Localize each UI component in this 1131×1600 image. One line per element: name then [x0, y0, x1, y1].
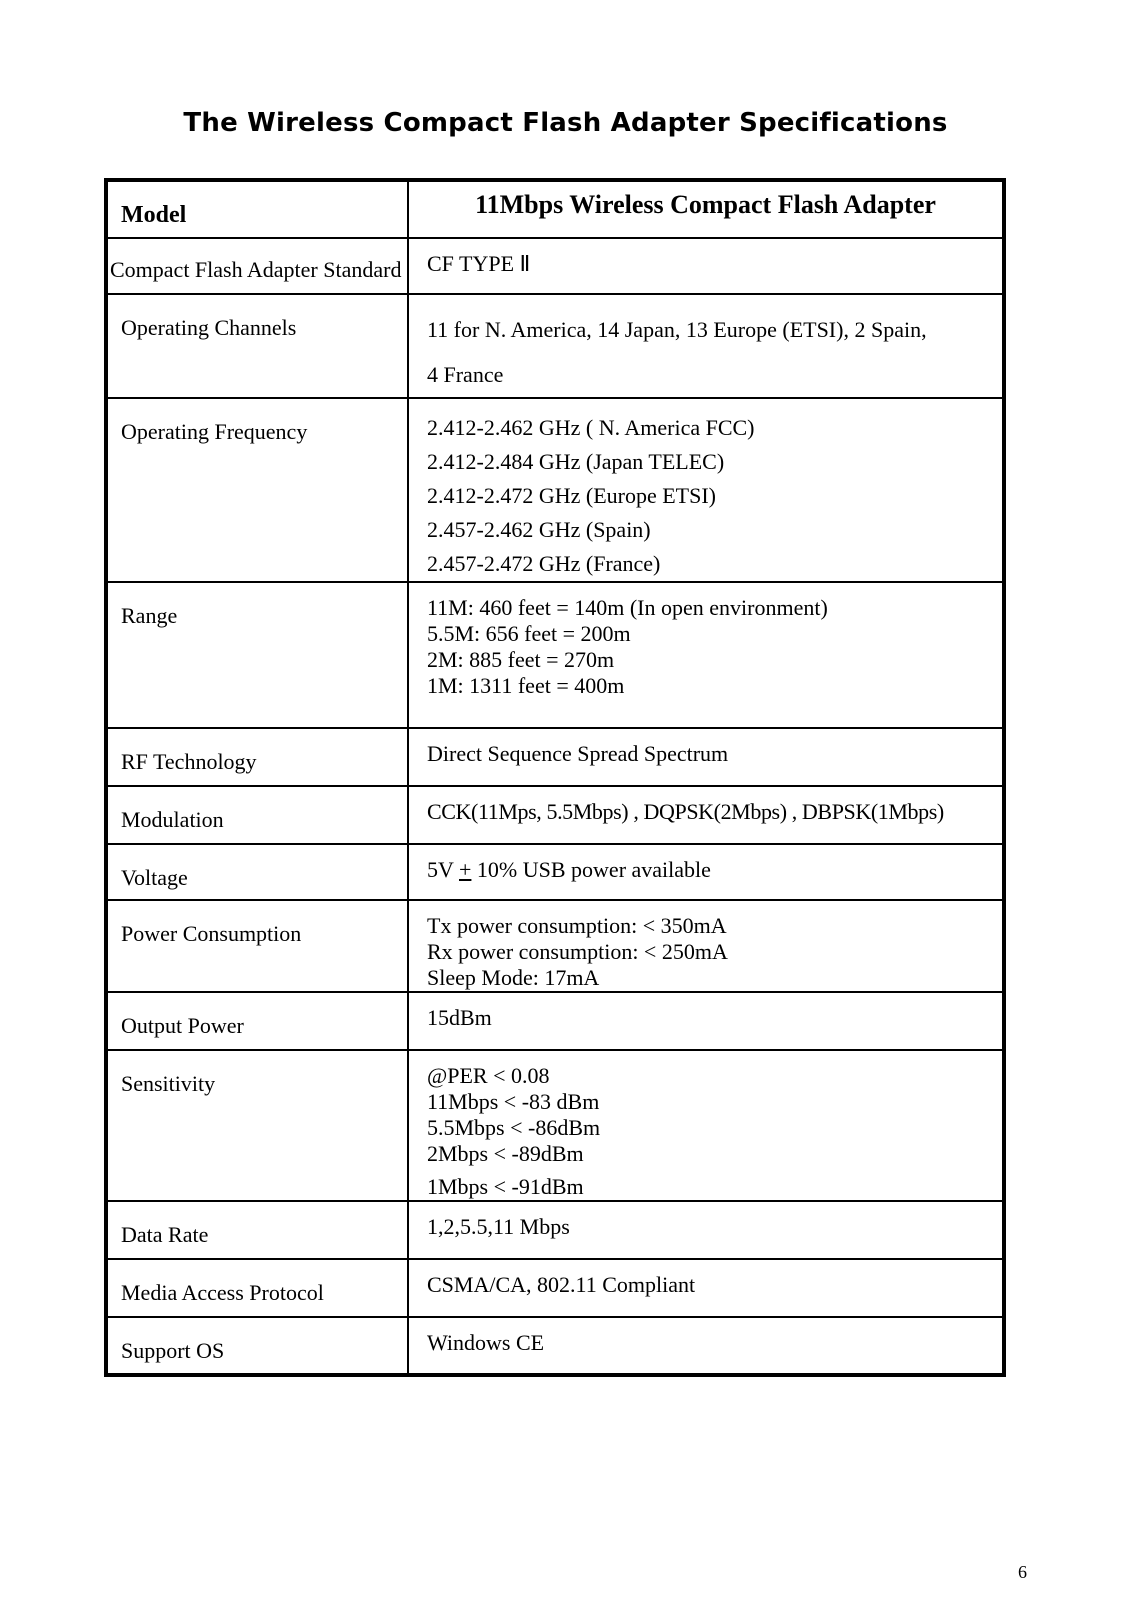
page-title: The Wireless Compact Flash Adapter Specifications [183, 108, 948, 138]
channels-line: 11 for N. America, 14 Japan, 13 Europe (ETSI), 2 Spain, [427, 317, 927, 342]
row-value [408, 1050, 1004, 1201]
header-value: 11Mbps Wireless Compact Flash Adapter [408, 180, 1004, 238]
output-power-value: 15dBm [427, 1005, 492, 1030]
rf-technology-value: Direct Sequence Spread Spectrum [427, 741, 729, 766]
spec-table [104, 178, 1006, 1377]
sensitivity-line: 5.5Mbps < -86dBm [427, 1115, 601, 1140]
row-value [408, 294, 1004, 398]
voltage-value [427, 857, 1002, 883]
frequency-line: 2.412-2.462 GHz ( N. America FCC) [427, 415, 755, 440]
frequency-line: 2.412-2.484 GHz (Japan TELEC) [427, 449, 725, 474]
row-sensitivity [106, 1050, 1004, 1201]
mac-value: CSMA/CA, 802.11 Compliant [427, 1272, 696, 1297]
power-line: Sleep Mode: 17mA [427, 965, 600, 990]
row-output-power [106, 992, 1004, 1050]
row-label [106, 238, 408, 294]
row-value [408, 844, 1004, 900]
standard-value: CF TYPE Ⅱ [427, 251, 531, 276]
row-value [408, 582, 1004, 728]
channels-label: Operating Channels [106, 294, 408, 398]
row-frequency [106, 398, 1004, 582]
header-label: Model [106, 180, 408, 238]
row-rf-technology [106, 728, 1004, 786]
row-data-rate [106, 1201, 1004, 1259]
power-line: Rx power consumption: < 250mA [427, 939, 728, 964]
range-line: 5.5M: 656 feet = 200m [427, 621, 631, 646]
data-rate-value: 1,2,5.5,11 Mbps [427, 1214, 570, 1239]
frequency-line: 2.412-2.472 GHz (Europe ETSI) [427, 483, 716, 508]
data-rate-label: Data Rate [106, 1201, 408, 1259]
range-line: 1M: 1311 feet = 400m [427, 673, 625, 698]
row-value [408, 1201, 1004, 1259]
row-standard [106, 238, 1004, 294]
modulation-value: CCK(11Mps, 5.5Mbps) , DQPSK(2Mbps) , DBPSK(1Mbps) [427, 799, 944, 824]
row-value [408, 238, 1004, 294]
header-row [106, 180, 1004, 238]
row-modulation [106, 786, 1004, 844]
row-channels [106, 294, 1004, 398]
frequency-line: 2.457-2.462 GHz (Spain) [427, 517, 651, 542]
os-label: Support OS [106, 1317, 408, 1375]
row-value [408, 1259, 1004, 1317]
row-power [106, 900, 1004, 992]
range-label: Range [106, 582, 408, 728]
sensitivity-line: @PER < 0.08 [427, 1063, 550, 1088]
row-range [106, 582, 1004, 728]
row-value [408, 398, 1004, 582]
frequency-line: 2.457-2.472 GHz (France) [427, 551, 661, 576]
page-number: 6 [1018, 1562, 1027, 1582]
sensitivity-line: 2Mbps < -89dBm [427, 1141, 584, 1166]
sensitivity-line: 1Mbps < -91dBm [427, 1174, 584, 1199]
voltage-label: Voltage [106, 844, 408, 900]
row-mac [106, 1259, 1004, 1317]
rf-technology-label: RF Technology [106, 728, 408, 786]
sensitivity-line: 11Mbps < -83 dBm [427, 1089, 600, 1114]
row-value [408, 900, 1004, 992]
range-line: 11M: 460 feet = 140m (In open environment) [427, 595, 828, 620]
os-value: Windows CE [427, 1330, 545, 1355]
mac-label: Media Access Protocol [106, 1259, 408, 1317]
sensitivity-label: Sensitivity [106, 1050, 408, 1201]
range-line: 2M: 885 feet = 270m [427, 647, 615, 672]
row-voltage [106, 844, 1004, 900]
row-os [106, 1317, 1004, 1375]
channels-line: 4 France [427, 362, 504, 387]
power-line: Tx power consumption: < 350mA [427, 913, 727, 938]
modulation-label: Modulation [106, 786, 408, 844]
standard-label: Compact Flash Adapter Standard [110, 257, 402, 282]
plus-minus-sign: + [459, 857, 472, 882]
row-value [408, 786, 1004, 844]
row-value [408, 992, 1004, 1050]
power-label: Power Consumption [106, 900, 408, 992]
voltage-suffix: 10% USB power available [471, 857, 711, 882]
output-power-label: Output Power [106, 992, 408, 1050]
row-value [408, 1317, 1004, 1375]
row-value [408, 728, 1004, 786]
frequency-label: Operating Frequency [106, 398, 408, 582]
voltage-prefix: 5V [427, 857, 454, 882]
